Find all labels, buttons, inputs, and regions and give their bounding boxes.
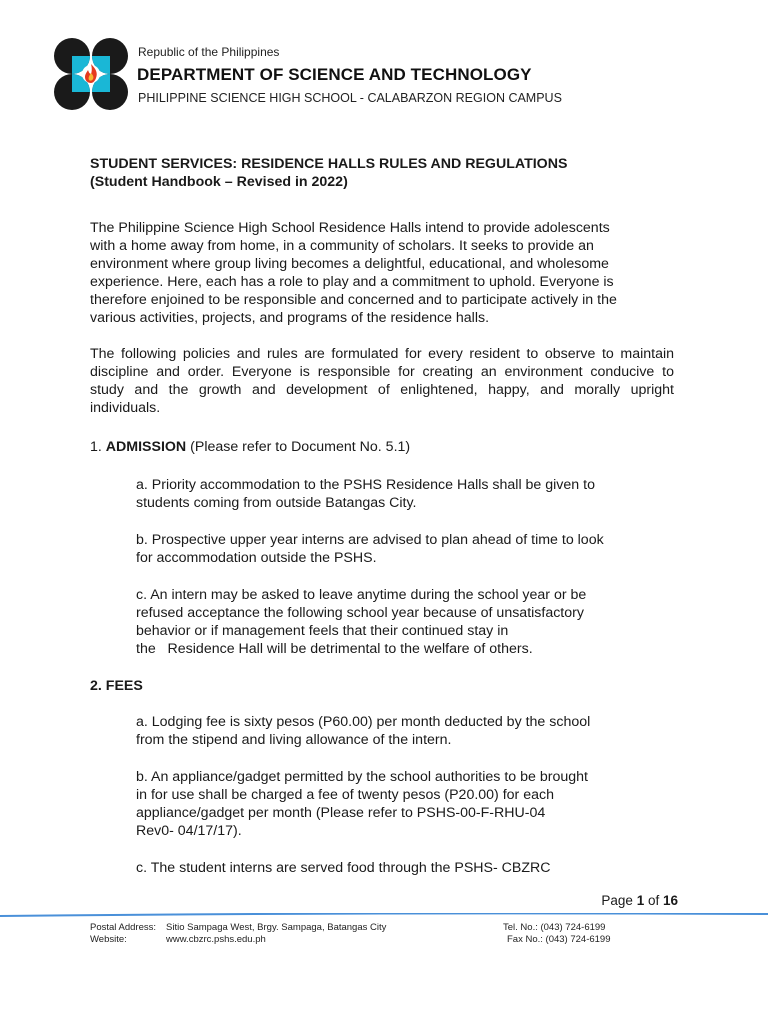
admission-item-a bbox=[136, 476, 676, 512]
title-line-1: STUDENT SERVICES: RESIDENCE HALLS RULES AND REGULATIONS bbox=[90, 156, 568, 172]
item-line: the Residence Hall will be detrimental to the welfare of others. bbox=[136, 641, 533, 657]
intro-line: The Philippine Science High School Residence Halls intend to provide adolescents bbox=[90, 220, 610, 236]
website-link[interactable]: www.cbzrc.pshs.edu.ph bbox=[166, 934, 266, 945]
title-line-2: (Student Handbook – Revised in 2022) bbox=[90, 174, 348, 190]
item-line: c. The student interns are served food through the PSHS- CBZRC bbox=[136, 860, 551, 876]
document-title bbox=[90, 155, 674, 191]
dost-logo-icon bbox=[52, 38, 130, 110]
page-number bbox=[601, 893, 678, 908]
policies-paragraph bbox=[90, 345, 674, 417]
page-of: of bbox=[644, 893, 663, 908]
intro-line: environment where group living becomes a delightful, educational, and wholesome bbox=[90, 256, 609, 272]
intro-paragraph bbox=[90, 219, 674, 327]
postal-label: Postal Address: bbox=[90, 922, 157, 933]
republic-label: Republic of the Philippines bbox=[138, 45, 280, 59]
section-title: ADMISSION bbox=[105, 439, 187, 455]
policies-line: study and the growth and development of enlightened, happy, and morally upright bbox=[90, 382, 674, 398]
fax-number: Fax No.: (043) 724-6199 bbox=[507, 934, 611, 945]
fees-item-b bbox=[136, 768, 676, 840]
section-fees-heading bbox=[90, 677, 674, 695]
page-current: 1 bbox=[636, 893, 645, 908]
page-label: Page bbox=[601, 893, 637, 908]
section-note: (Please refer to Document No. 5.1) bbox=[186, 439, 411, 455]
item-line: for accommodation outside the PSHS. bbox=[136, 550, 377, 566]
page-total: 16 bbox=[662, 893, 678, 908]
footer-divider bbox=[0, 913, 768, 917]
fees-item-c bbox=[136, 859, 676, 877]
admission-item-b bbox=[136, 531, 676, 567]
policies-line: individuals. bbox=[90, 400, 161, 416]
item-line: a. Priority accommodation to the PSHS Residence Halls shall be given to bbox=[136, 477, 595, 493]
item-line: in for use shall be charged a fee of twenty pesos (P20.00) for each bbox=[136, 787, 554, 803]
postal-address: Sitio Sampaga West, Brgy. Sampaga, Batangas City bbox=[166, 922, 387, 933]
admission-item-c bbox=[136, 586, 676, 658]
fees-item-a bbox=[136, 713, 676, 749]
website-label: Website: bbox=[90, 934, 127, 945]
intro-line: experience. Here, each has a role to play and a commitment to uphold. Everyone is bbox=[90, 274, 614, 290]
item-line: b. An appliance/gadget permitted by the school authorities to be brought bbox=[136, 769, 588, 785]
item-line: behavior or if management feels that their continued stay in bbox=[136, 623, 509, 639]
item-line: from the stipend and living allowance of the intern. bbox=[136, 732, 452, 748]
item-line: a. Lodging fee is sixty pesos (P60.00) per month deducted by the school bbox=[136, 714, 591, 730]
campus-name: PHILIPPINE SCIENCE HIGH SCHOOL - CALABARZON REGION CAMPUS bbox=[138, 91, 562, 105]
intro-line: therefore enjoined to be responsible and concerned and to participate actively in the bbox=[90, 292, 617, 308]
section-admission-heading bbox=[90, 438, 674, 456]
section-number: 1. bbox=[90, 439, 106, 455]
item-line: Rev0- 04/17/17). bbox=[136, 823, 242, 839]
item-line: students coming from outside Batangas City. bbox=[136, 495, 417, 511]
policies-line: discipline and order. Everyone is responsible for creating an environment conducive to bbox=[90, 364, 674, 380]
intro-line: with a home away from home, in a community of scholars. It seeks to provide an bbox=[90, 238, 594, 254]
policies-line: The following policies and rules are formulated for every resident to observe to maintain bbox=[90, 346, 674, 362]
department-name: DEPARTMENT OF SCIENCE AND TECHNOLOGY bbox=[137, 65, 532, 84]
tel-number: Tel. No.: (043) 724-6199 bbox=[503, 922, 606, 933]
section-title: 2. FEES bbox=[90, 678, 143, 694]
item-line: c. An intern may be asked to leave anytime during the school year or be bbox=[136, 587, 587, 603]
item-line: appliance/gadget per month (Please refer to PSHS-00-F-RHU-04 bbox=[136, 805, 546, 821]
item-line: b. Prospective upper year interns are advised to plan ahead of time to look bbox=[136, 532, 604, 548]
intro-line: various activities, projects, and programs of the residence halls. bbox=[90, 310, 490, 326]
item-line: refused acceptance the following school year because of unsatisfactory bbox=[136, 605, 584, 621]
